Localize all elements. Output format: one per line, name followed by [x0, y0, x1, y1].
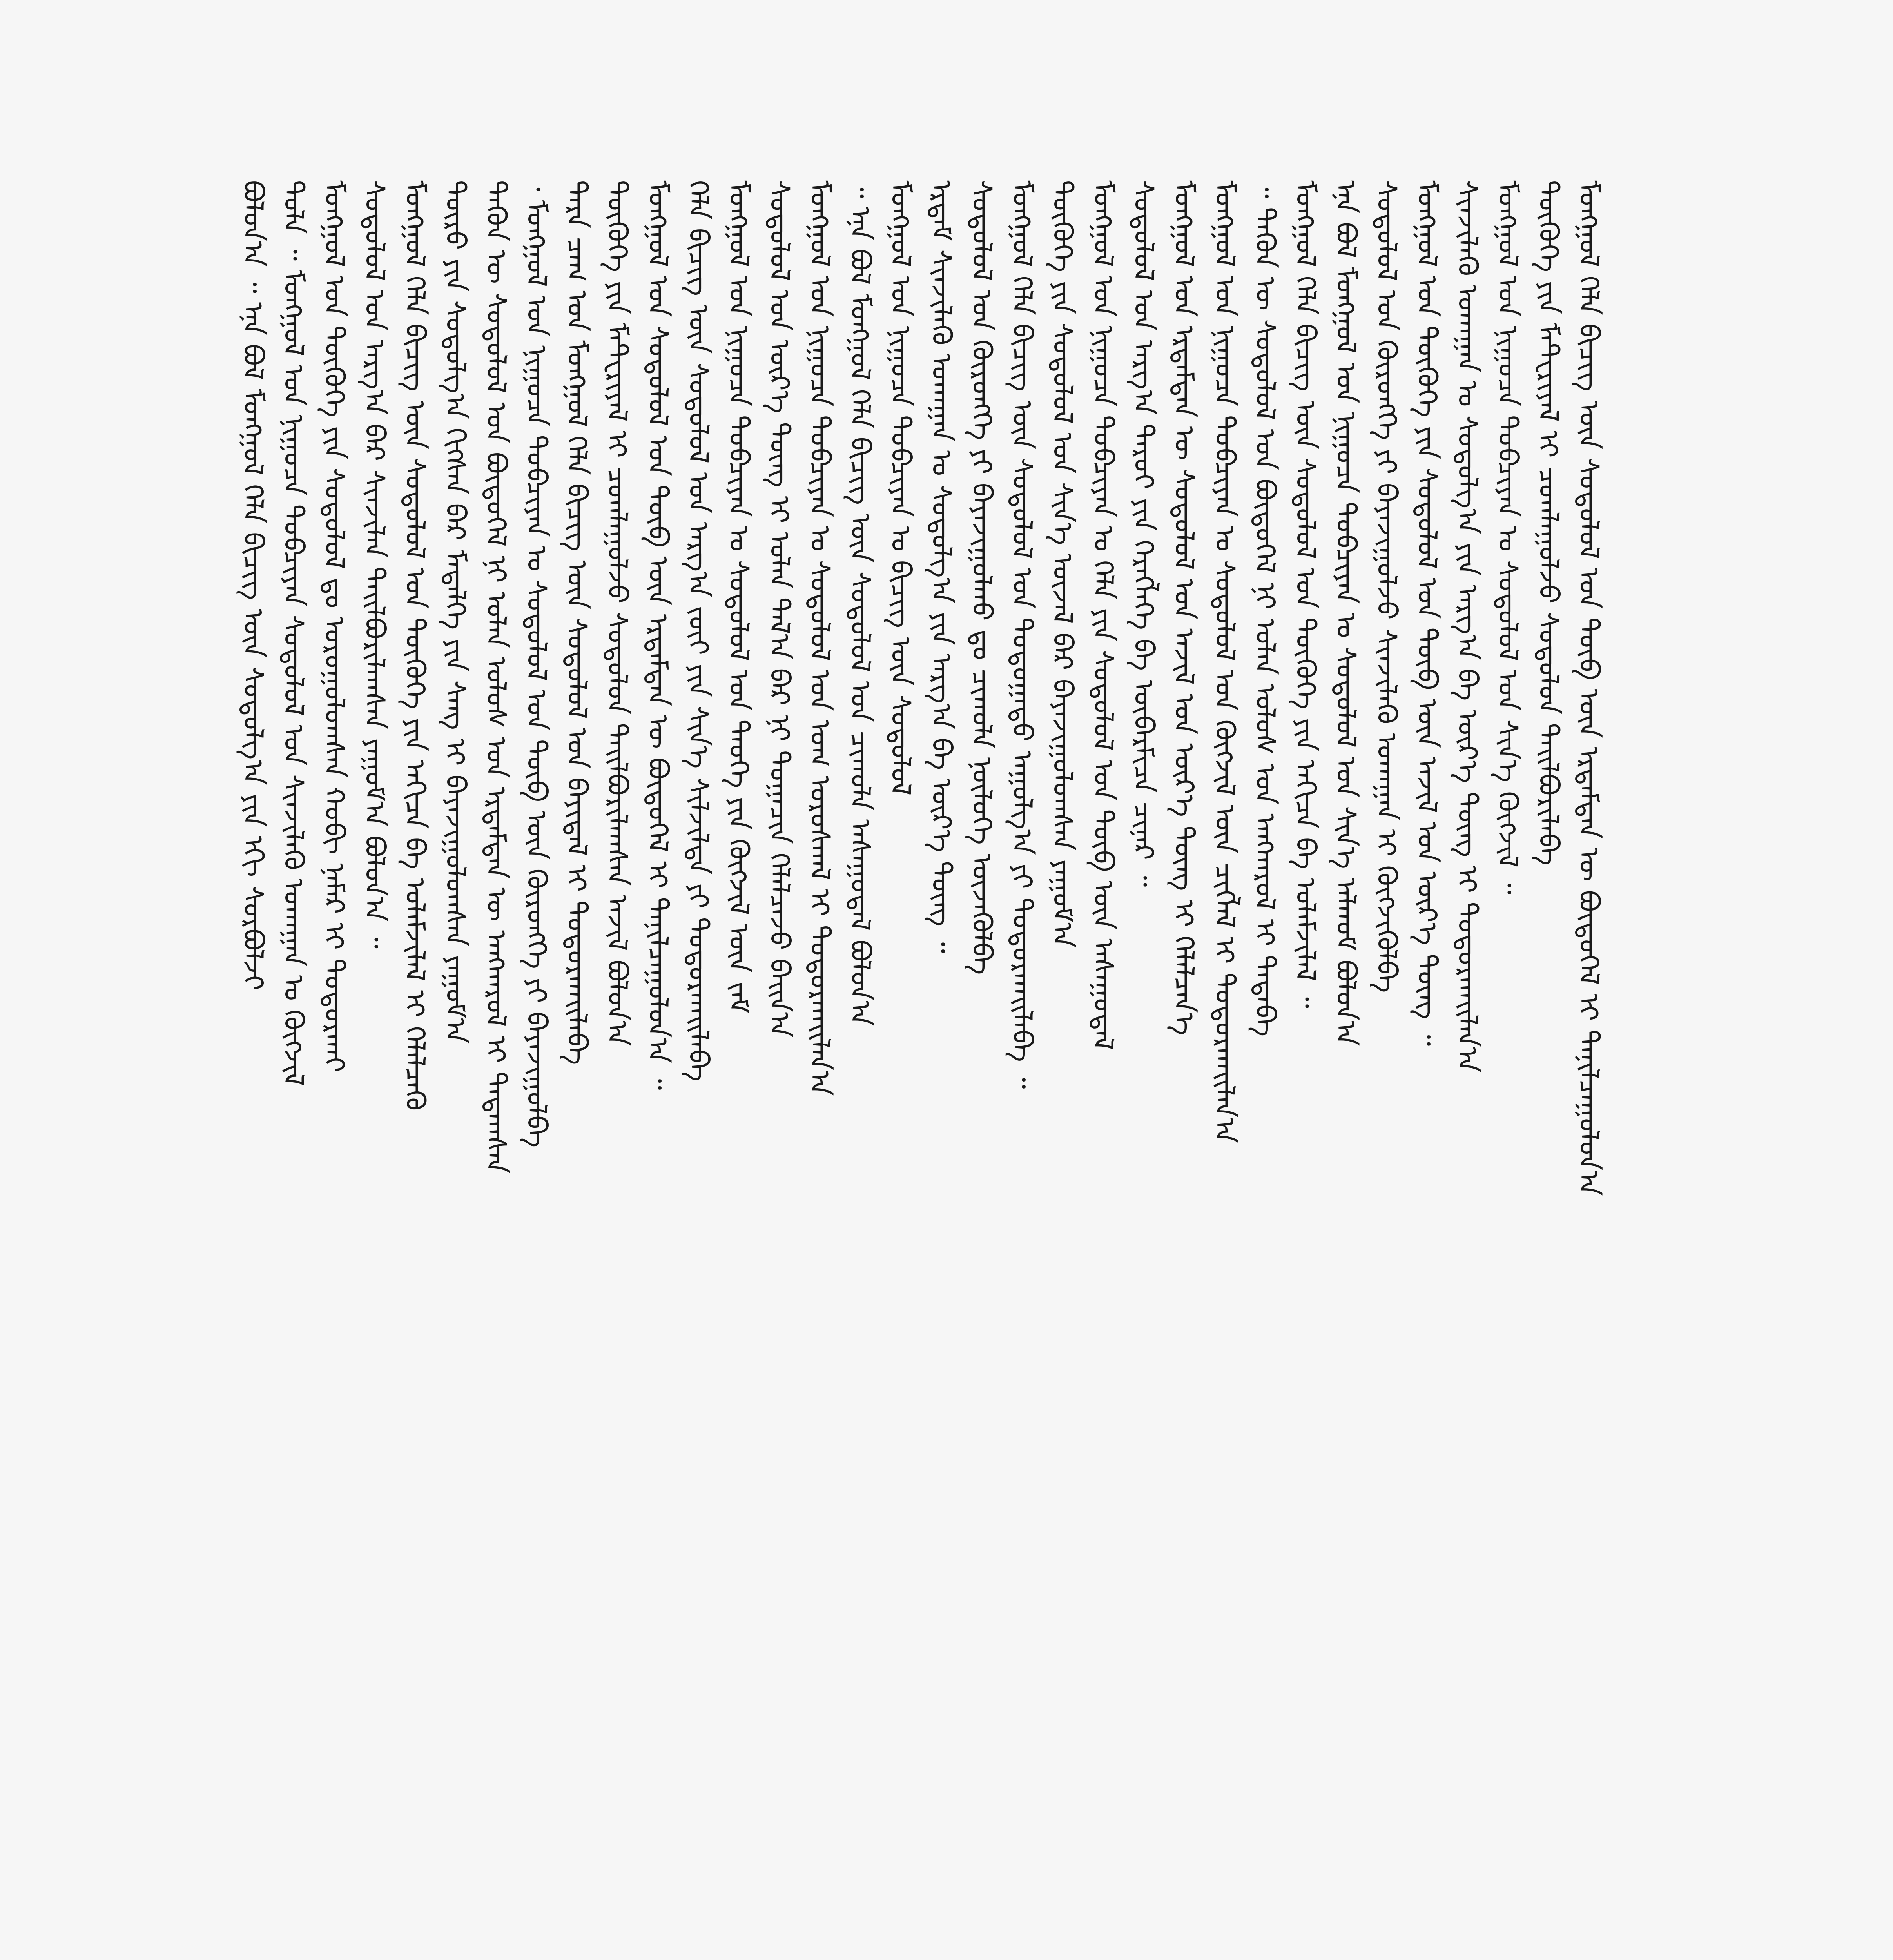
text-column: ᠮᠣᠩᠭᠣᠯ ᠤᠨ ᠨᠢᠭᠤᠴᠠ ᠲᠣᠪᠴᠢᠶᠠᠨ ᠤ ᠪᠢᠴᠢᠭ ᠦᠨ ᠰᠤᠳᠤᠯᠤᠯ — [885, 180, 917, 796]
text-column: ᠮᠣᠩᠭᠣᠯ ᠤᠨ ᠨᠢᠭᠤᠴᠠ ᠲᠣᠪᠴᠢᠶᠠᠨ ᠤ ᠰᠤᠳᠤᠯᠤᠯ ᠤᠨ ᠰᠢᠨ᠎ᠡ ᠬᠥᠭᠵᠢᠯ ᠃ — [1492, 180, 1524, 895]
text-column: ᠮᠣᠩᠭᠣᠯ ᠤᠨ ᠲᠦᠭᠦᠬᠡ ᠶᠢᠨ ᠰᠤᠳᠤᠯᠤᠯ ᠳᠤ ᠣᠷᠣᠭᠤᠯᠤᠭᠰᠠᠨ ᠬᠤᠪᠢ ᠨᠡᠮᠡᠷ ᠢ ᠲᠣᠳᠤᠷᠬᠠᠢ — [318, 180, 350, 1073]
text-column: ᠰᠤᠳᠤᠯᠤᠯ ᠤᠨ ᠬᠥᠷᠥᠩᠭᠡ ᠶᠢ ᠪᠠᠶᠠᠵᠢᠭᠤᠯᠬᠤ ᠳᠤ ᠴᠢᠬᠤᠯᠠ ᠨᠥᠯᠥᠭᠡ ᠦᠵᠡᠭᠦᠯᠪᠡ — [966, 180, 998, 975]
text-column: ᠲᠡᠭᠦᠨ ᠦ ᠰᠤᠳᠤᠯᠤᠯ ᠤᠨ ᠪᠦᠲᠦᠭᠡᠯ ᠨᠢ ᠣᠯᠠᠨ ᠤᠯᠤᠰ ᠤᠨ ᠡᠷᠳᠡᠮᠲᠡᠨ ᠦ ᠠᠩᠬᠠᠷᠤᠯ ᠢ ᠲᠠᠲᠠᠭᠰᠠᠨ — [480, 180, 512, 1174]
text-column: ᠰᠢᠨᠵᠢᠯᠡᠬᠦ ᠤᠬᠠᠭᠠᠨ ᠤ ᠰᠤᠳᠤᠯᠭ᠎ᠠ ᠶᠢᠨ ᠠᠷᠭ᠎ᠠ ᠪᠠ ᠦᠷ᠎ᠡ ᠳᠦᠩ ᠢ ᠲᠣᠳᠤᠷᠬᠠᠢᠯᠠᠨ᠎ᠠ — [1451, 180, 1483, 1073]
text-column: ᠮᠣᠩᠭᠣᠯ ᠬᠡᠯᠡ ᠪᠢᠴᠢᠭ ᠦᠨ ᠰᠤᠳᠤᠯᠤᠯ ᠤᠨ ᠲᠦᠭᠦᠬᠡ ᠶᠢᠨ ᠠᠬᠢᠴᠠ ᠪᠠ ᠤᠯᠠᠮᠵᠢᠯᠠᠯ ᠃ — [1289, 180, 1322, 1008]
text-column: ᠰᠤᠳᠤᠯᠤᠯ ᠤᠨ ᠠᠷᠭ᠎ᠠ ᠳᠠᠷᠤᠢ ᠶᠢᠨ ᠬᠡᠷᠡᠭᠯᠡᠭᠡ ᠪᠠ ᠥᠪᠡᠷᠮᠢᠴᠡ ᠴᠢᠨᠠᠷ ᠃ — [1128, 180, 1160, 887]
text-column: ᠮᠣᠩᠭᠣᠯ ᠬᠡᠯᠡ ᠪᠢᠴᠢᠭ ᠦᠨ ᠰᠤᠳᠤᠯᠤᠯ ᠤᠨ ᠲᠥᠪ ᠦᠨ ᠡᠷᠳᠡᠮᠲᠡᠨ ᠦ ᠪᠦᠲᠦᠭᠡᠯ ᠢ ᠲᠠᠨᠢᠯᠴᠠᠭᠤᠯᠤᠨ᠎ᠠ — [1573, 180, 1605, 1196]
text-column: ᠲᠦᠭᠦᠬᠡ ᠶᠢᠨ ᠮᠠᠲ᠋ᠧᠷᠢᠶᠠᠯ ᠢ ᠴᠤᠭᠯᠠᠭᠤᠯᠵᠤ ᠰᠤᠳᠤᠯᠤᠨ ᠲᠠᠢᠯᠪᠤᠷᠢᠯᠠᠭᠰᠠᠨ ᠠᠵᠢᠯ ᠪᠣᠯᠤᠨ᠎ᠠ — [601, 180, 633, 1046]
text-column: ᠂ ᠮᠣᠩᠭᠣᠯ ᠤᠨ ᠨᠢᠭᠤᠴᠠ ᠲᠣᠪᠴᠢᠶᠠᠨ ᠤ ᠰᠤᠳᠤᠯᠤᠯ ᠤᠨ ᠲᠦᠪ ᠦᠨ ᠬᠥᠷᠥᠩᠭᠡ ᠶᠢ ᠪᠠᠶᠠᠵᠢᠭᠤᠯᠪᠠ — [520, 180, 553, 1148]
text-column: ᠮᠣᠩᠭᠣᠯ ᠤᠨ ᠨᠢᠭᠤᠴᠠ ᠲᠣᠪᠴᠢᠶᠠᠨ ᠤ ᠬᠡᠯᠡ ᠶᠢᠨ ᠰᠤᠳᠤᠯᠤᠯ ᠤᠨ ᠲᠦᠪ ᠦᠨ ᠠᠰᠠᠭᠤᠳᠠᠯ — [1087, 180, 1119, 1051]
text-column: ᠃ ᠡᠨᠡ ᠪᠣᠯ ᠮᠣᠩᠭᠣᠯ ᠬᠡᠯᠡ ᠪᠢᠴᠢᠭ ᠦᠨ ᠰᠤᠳᠤᠯᠤᠯ ᠤᠨ ᠴᠢᠬᠤᠯᠠ ᠠᠰᠠᠭᠤᠳᠠᠯ ᠪᠣᠯᠤᠨ᠎ᠠ — [844, 180, 876, 1026]
text-column: ᠮᠣᠩᠭᠣᠯ ᠤᠨ ᠨᠢᠭᠤᠴᠠ ᠲᠣᠪᠴᠢᠶᠠᠨ ᠤ ᠰᠤᠳᠤᠯᠤᠯ ᠤᠨ ᠲᠡᠦᠬᠡ ᠶᠢᠨ ᠬᠥᠭᠵᠢᠯ ᠦᠨ ᠵᠠᠮ — [723, 180, 755, 1014]
text-column: ᠮᠣᠩᠭᠣᠯ ᠬᠡᠯᠡ ᠪᠢᠴᠢᠭ ᠦᠨ ᠰᠤᠳᠤᠯᠤᠯ ᠤᠨ ᠲᠦᠭᠦᠬᠡ ᠶᠢᠨ ᠠᠬᠢᠴᠠ ᠪᠠ ᠤᠯᠠᠮᠵᠢᠯᠠᠯ ᠢ ᠬᠡᠯᠡᠯᠴᠡᠬᠦ — [399, 180, 431, 1111]
text-column: ᠡᠷᠳᠡᠮ ᠰᠢᠨᠵᠢᠯᠡᠬᠦ ᠤᠬᠠᠭᠠᠨ ᠤ ᠰᠤᠳᠤᠯᠭ᠎ᠠ ᠶᠢᠨ ᠠᠷᠭ᠎ᠠ ᠪᠠ ᠦᠷ᠎ᠡ ᠳᠦᠩ ᠃ — [925, 180, 957, 953]
text-column: ᠮᠣᠩᠭᠣᠯ ᠤᠨ ᠰᠤᠳᠤᠯᠤᠯ ᠤᠨ ᠲᠥᠪ ᠦᠨ ᠡᠷᠳᠡᠮᠲᠡᠨ ᠦ ᠪᠦᠲᠦᠭᠡᠯ ᠢ ᠲᠠᠨᠢᠯᠴᠠᠭᠤᠯᠤᠨ᠎ᠠ ᠃ — [642, 180, 674, 1090]
text-column: ᠮᠣᠩᠭᠣᠯ ᠬᠡᠯᠡ ᠪᠢᠴᠢᠭ ᠦᠨ ᠰᠤᠳᠤᠯᠤᠯ ᠤᠨ ᠳᠣᠲᠣᠭᠠᠳᠤ ᠠᠭᠤᠯᠭ᠎ᠠ ᠶᠢ ᠲᠣᠳᠤᠷᠬᠠᠢᠯᠠᠪᠠ ᠃ — [1006, 180, 1038, 1089]
text-column: ᠮᠣᠩᠭᠣᠯ ᠤᠨ ᠨᠢᠭᠤᠴᠠ ᠲᠣᠪᠴᠢᠶᠠᠨ ᠤ ᠰᠤᠳᠤᠯᠤᠯ ᠤᠨ ᠤᠭ ᠤᠷᠤᠰᠬᠠᠯ ᠢ ᠲᠣᠳᠤᠷᠬᠠᠢᠯᠠᠨ᠎ᠠ — [804, 180, 836, 1096]
text-column: ᠬᠡᠯᠡ ᠪᠢᠴᠢᠭ ᠦᠨ ᠰᠤᠳᠤᠯᠤᠯ ᠤᠨ ᠠᠷᠭ᠎ᠠ ᠵᠦᠢ ᠶᠢᠨ ᠰᠢᠨ᠎ᠡ ᠰᠢᠯᠵᠢᠯᠲᠡ ᠶᠢ ᠲᠣᠳᠤᠷᠬᠠᠢᠯᠠᠪᠠ — [682, 180, 714, 1082]
vertical-text-body — [235, 180, 1607, 1960]
text-column: ᠰᠤᠳᠤᠯᠤᠯ ᠤᠨ ᠦᠷ᠎ᠡ ᠳᠦᠩ ᠢ ᠣᠯᠠᠨ ᠲᠠᠯ᠎ᠠ ᠪᠠᠷ ᠨᠢ ᠲᠣᠭᠠᠴᠢᠨ ᠬᠡᠯᠡᠯᠴᠡᠵᠦ ᠪᠠᠢᠨ᠎ᠠ — [763, 180, 796, 1038]
text-column: ᠮᠣᠩᠭᠣᠯ ᠤᠨ ᠡᠷᠳᠡᠮᠲᠡᠨ ᠦ ᠰᠤᠳᠤᠯᠤᠯ ᠤᠨ ᠠᠵᠢᠯ ᠤᠨ ᠦᠷ᠎ᠡ ᠳᠦᠩ ᠢ ᠬᠡᠯᠡᠯᠴᠡᠨ᠎ᠡ — [1168, 180, 1200, 1036]
text-column: ᠲᠦᠭᠦᠬᠡ ᠶᠢᠨ ᠰᠤᠳᠤᠯᠤᠯ ᠤᠨ ᠰᠢᠨ᠎ᠡ ᠦᠵᠡᠯ ᠪᠠᠷ ᠪᠠᠶᠠᠵᠢᠭᠤᠯᠤᠭᠰᠠᠨ ᠶᠠᠭᠤᠮ᠎ᠠ — [1046, 180, 1079, 948]
text-column: ᠡᠨᠡ ᠪᠣᠯ ᠮᠣᠩᠭᠣᠯ ᠤᠨ ᠨᠢᠭᠤᠴᠠ ᠲᠣᠪᠴᠢᠶᠠᠨ ᠤ ᠰᠤᠳᠤᠯᠤᠯ ᠤᠨ ᠰᠢᠨ᠎ᠡ ᠠᠯᠬᠤᠮ ᠪᠣᠯᠤᠨ᠎ᠠ — [1330, 180, 1362, 1046]
text-column: ᠲᠤᠯᠠ ᠃ ᠮᠣᠩᠭᠣᠯ ᠤᠨ ᠨᠢᠭᠤᠴᠠ ᠲᠣᠪᠴᠢᠶᠠᠨ ᠰᠤᠳᠤᠯᠤᠯ ᠤᠨ ᠰᠢᠨᠵᠢᠯᠡᠬᠦ ᠤᠬᠠᠭᠠᠨ ᠤ ᠬᠥᠭᠵᠢᠯ — [277, 180, 310, 1086]
text-column: ᠰᠤᠳᠤᠯᠤᠯ ᠤᠨ ᠠᠷᠭ᠎ᠠ ᠪᠠᠷ ᠰᠢᠨᠵᠢᠯᠡᠨ ᠲᠠᠢᠯᠪᠤᠷᠢᠯᠠᠭᠰᠠᠨ ᠶᠠᠭᠤᠮ᠎ᠠ ᠪᠣᠯᠤᠨ᠎ᠠ ᠃ — [359, 180, 391, 949]
text-column: ᠮᠣᠩᠭᠣᠯ ᠤᠨ ᠨᠢᠭᠤᠴᠠ ᠲᠣᠪᠴᠢᠶᠠᠨ ᠤ ᠰᠤᠳᠤᠯᠤᠯ ᠤᠨ ᠬᠥᠭᠵᠢᠯ ᠦᠨ ᠴᠢᠭᠯᠡᠯ ᠢ ᠲᠣᠳᠤᠷᠬᠠᠢᠯᠠᠨ᠎ᠠ — [1209, 180, 1241, 1143]
text-column: ᠰᠤᠳᠤᠯᠤᠯ ᠤᠨ ᠬᠥᠷᠥᠩᠭᠡ ᠶᠢ ᠪᠠᠶᠠᠵᠢᠭᠤᠯᠵᠤ ᠰᠢᠨᠵᠢᠯᠡᠬᠦ ᠤᠬᠠᠭᠠᠨ ᠢ ᠬᠥᠭᠵᠢᠭᠦᠯᠪᠡ — [1371, 180, 1403, 993]
text-column: ᠲᠥᠷᠥ ᠶᠢᠨ ᠰᠤᠳᠤᠯᠭ᠎ᠠ ᠬᠢᠭᠰᠡᠨ ᠪᠠᠷ ᠮᠡᠳᠡᠯᠭᠡ ᠶᠢᠨ ᠰᠠᠩ ᠢ ᠪᠠᠶᠠᠵᠢᠭᠤᠯᠤᠭᠰᠠᠨ ᠶᠠᠭᠤᠮ᠎ᠠ — [439, 180, 471, 1044]
text-column: ᠪᠣᠯᠤᠨ᠎ᠠ ᠃ ᠡᠨᠡ ᠪᠣᠯ ᠮᠣᠩᠭᠣᠯ ᠬᠡᠯᠡ ᠪᠢᠴᠢᠭ ᠦᠨ ᠰᠤᠳᠤᠯᠭ᠎ᠠ ᠶᠢᠨ ᠡᠬᠢ ᠰᠤᠷᠪᠤᠯᠵᠢ — [237, 180, 269, 991]
text-column: ᠮᠣᠩᠭᠣᠯ ᠤᠨ ᠲᠦᠭᠦᠬᠡ ᠶᠢᠨ ᠰᠤᠳᠤᠯᠤᠯ ᠤᠨ ᠲᠥᠪ ᠦᠨ ᠠᠵᠢᠯ ᠤᠨ ᠦᠷ᠎ᠡ ᠳᠦᠩ ᠃ — [1411, 180, 1443, 1046]
text-column: ᠃ ᠲᠡᠭᠦᠨ ᠦ ᠰᠤᠳᠤᠯᠤᠯ ᠤᠨ ᠪᠦᠲᠦᠭᠡᠯ ᠨᠢ ᠣᠯᠠᠨ ᠤᠯᠤᠰ ᠤᠨ ᠠᠩᠬᠠᠷᠤᠯ ᠢ ᠲᠠᠲᠠᠪᠠ — [1249, 180, 1281, 1037]
text-column: ᠲᠡᠷᠡ ᠴᠠᠭ ᠤᠨ ᠮᠣᠩᠭᠣᠯ ᠬᠡᠯᠡ ᠪᠢᠴᠢᠭ ᠦᠨ ᠰᠤᠳᠤᠯᠤᠯ ᠤᠨ ᠪᠠᠶᠢᠳᠠᠯ ᠢ ᠲᠣᠳᠤᠷᠬᠠᠢᠯᠠᠪᠠ — [561, 180, 593, 1065]
text-column: ᠲᠦᠭᠦᠬᠡ ᠶᠢᠨ ᠮᠠᠲ᠋ᠧᠷᠢᠶᠠᠯ ᠢ ᠴᠤᠭᠯᠠᠭᠤᠯᠵᠤ ᠰᠤᠳᠤᠯᠤᠨ ᠲᠠᠢᠯᠪᠤᠷᠢᠯᠠᠪᠠ — [1532, 180, 1565, 866]
